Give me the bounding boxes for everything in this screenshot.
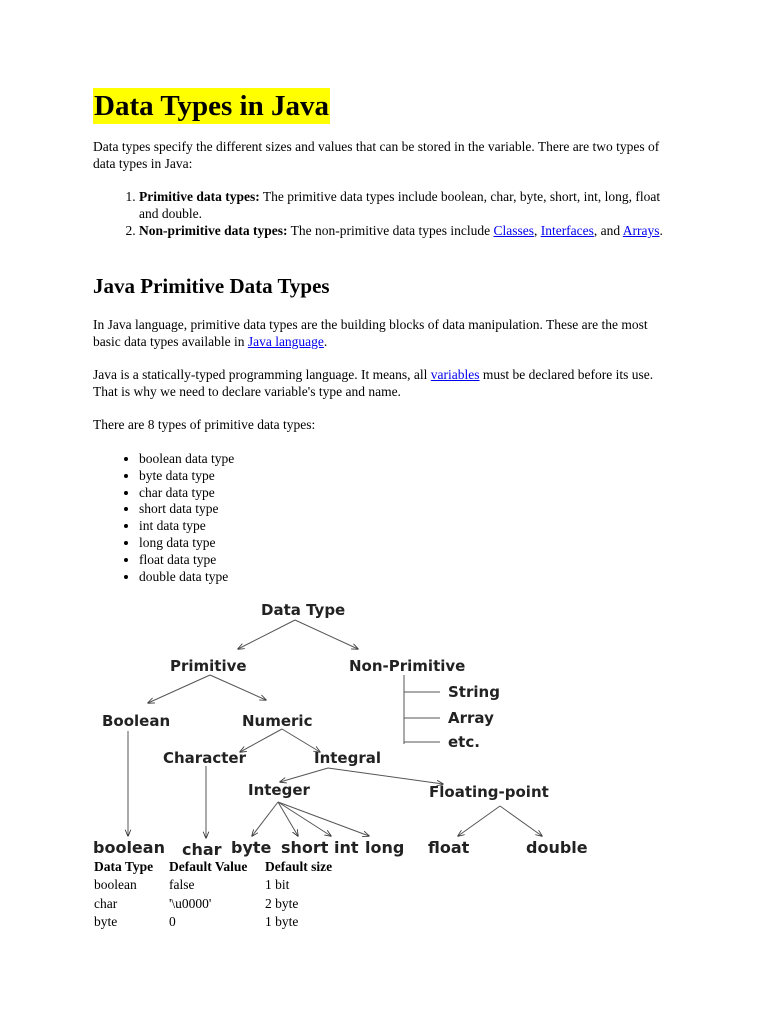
separator: , and	[593, 223, 623, 238]
node-non-primitive: Non-Primitive	[349, 657, 466, 675]
building-blocks-paragraph	[93, 316, 678, 350]
node-floating-point: Floating-point	[429, 783, 549, 801]
list-item: • float data type	[139, 552, 234, 569]
node-data-type: Data Type	[261, 601, 346, 619]
list-item-non-primitive	[139, 222, 679, 239]
leaf-float: float	[428, 838, 470, 857]
node-primitive: Primitive	[170, 657, 247, 675]
intro-paragraph: Data types specify the different sizes and values that can be stored in the variable. There are two types of data types in Java:	[93, 139, 660, 171]
java-language-link[interactable]: Java language	[247, 334, 324, 349]
list-item: • long data type	[139, 535, 234, 552]
list-item: • byte data type	[139, 468, 234, 485]
leaf-short: short	[281, 838, 329, 857]
table-cell: 1 bit	[265, 877, 290, 892]
node-integral: Integral	[314, 749, 382, 767]
list-item: • char data type	[139, 485, 234, 502]
leaf-char: char	[182, 840, 222, 858]
section-heading: Java Primitive Data Types	[93, 274, 330, 298]
page-title: Data Types in Java	[94, 90, 329, 122]
separator: ,	[533, 223, 541, 238]
diagram-connectors	[128, 620, 542, 838]
primitive-text: The primitive data types include boolean, char, byte, short, int, long, float and double.	[139, 189, 661, 221]
list-item: • double data type	[139, 569, 234, 586]
interfaces-link[interactable]: Interfaces	[540, 223, 594, 238]
node-character: Character	[163, 749, 246, 767]
table-row	[93, 913, 356, 932]
list-item: • short data type	[139, 501, 234, 518]
node-numeric: Numeric	[242, 712, 313, 730]
non-primitive-label: Non-primitive data types:	[139, 223, 288, 238]
column-header: Data Type	[94, 859, 154, 874]
data-type-hierarchy-diagram	[88, 596, 608, 858]
leaf-byte: byte	[231, 838, 272, 857]
node-boolean: Boolean	[102, 712, 171, 730]
node-string: String	[448, 683, 500, 701]
table-cell: char	[94, 895, 118, 911]
table-cell: byte	[94, 914, 118, 929]
statically-typed-paragraph	[93, 366, 678, 400]
primitive-types-list	[93, 451, 234, 585]
column-header: Default size	[265, 859, 333, 874]
non-primitive-text: The non-primitive data types include	[287, 223, 494, 238]
table-cell: false	[169, 877, 195, 892]
para3-end: must be declared before its use. That is why we need to declare variable's type and name.	[93, 367, 654, 399]
leaf-long: long	[365, 838, 405, 857]
column-header: Default Value	[169, 859, 248, 874]
leaf-boolean: boolean	[93, 838, 165, 857]
node-integer: Integer	[248, 781, 310, 799]
leaf-int: int	[334, 838, 359, 857]
table-cell: boolean	[94, 877, 137, 892]
table-row	[93, 895, 356, 914]
data-type-categories-list	[93, 188, 679, 239]
list-item-primitive	[139, 188, 679, 222]
default-values-table	[93, 858, 356, 932]
primitive-label: Primitive data types:	[139, 189, 260, 204]
table-cell: 1 byte	[265, 914, 299, 929]
list-item: • boolean data type	[139, 451, 234, 468]
table-cell: 2 byte	[265, 895, 299, 911]
table-cell: 0	[169, 914, 176, 929]
list-item: • int data type	[139, 518, 234, 535]
node-etc: etc.	[448, 733, 480, 751]
para3-text: Java is a statically-typed programming language. It means, all	[93, 367, 431, 382]
variables-link[interactable]: variables	[430, 367, 480, 382]
arrays-link[interactable]: Arrays	[622, 223, 660, 238]
para2-text: In Java language, primitive data types are the building blocks of data manipulation. These are the most basic data types available in	[93, 317, 648, 349]
table-header-row	[93, 858, 356, 876]
eight-types-paragraph: There are 8 types of primitive data types:	[93, 417, 316, 432]
leaf-double: double	[526, 838, 588, 857]
period: .	[659, 223, 663, 238]
table-row	[93, 876, 356, 895]
node-array: Array	[448, 709, 494, 727]
table-cell: '\u0000'	[169, 895, 212, 911]
para2-end: .	[323, 334, 328, 349]
classes-link[interactable]: Classes	[493, 223, 534, 238]
